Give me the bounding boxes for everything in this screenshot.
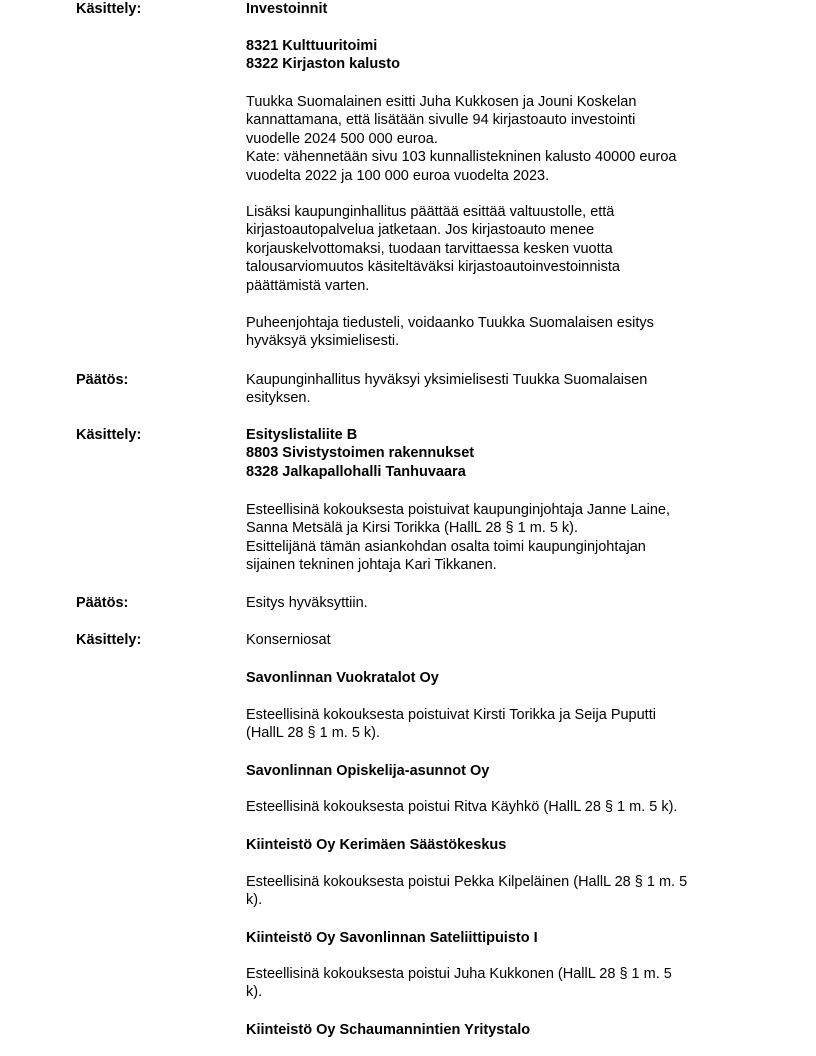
paragraph: [246, 501, 670, 575]
company-name: Kiinteistö Oy Savonlinnan Sateliittipuisto I: [246, 930, 538, 946]
paragraph-line: Sanna Metsälä ja Kirsi Torikka (HallL 28 § 1 m. 5 k).: [246, 520, 579, 537]
paragraph-line: Esittelijänä tämän asiankohdan osalta toimi kaupunginjohtajan: [246, 538, 646, 555]
paragraph-line: Esteellisinä kokouksesta poistui Juha Kukkonen (HallL 28 § 1 m. 5: [246, 966, 672, 982]
company-name: Kiinteistö Oy Schaumannintien Yritystalo: [246, 1022, 531, 1038]
paragraph-line: päättämistä varten.: [246, 277, 370, 294]
paragraph: [246, 371, 647, 408]
section-label: Käsittely:: [76, 1, 142, 17]
paragraph-line: (HallL 28 § 1 m. 5 k).: [246, 725, 381, 742]
paragraph-line: k).: [246, 984, 263, 1001]
section-label: Käsittely:: [76, 427, 142, 443]
paragraph-line: talousarviomuutos käsiteltäväksi kirjastoautoinvestoinnista: [246, 259, 620, 276]
paragraph-line: Lisäksi kaupunginhallitus päättää esittää valtuustolle, että: [246, 204, 615, 220]
heading-line: Esityslistaliite B: [246, 427, 358, 443]
paragraph: [246, 203, 620, 295]
sub-heading-line: 8321 Kulttuuritoimi: [246, 38, 378, 54]
paragraph-line: vuodelle 2024 500 000 euroa.: [246, 130, 438, 147]
paragraph-line: kannattamana, että lisätään sivulle 94 kirjastoauto investointi: [246, 112, 636, 129]
company-name: Kiinteistö Oy Kerimäen Säästökeskus: [246, 837, 507, 853]
paragraph: [246, 93, 676, 185]
section-heading: [246, 426, 474, 481]
section-intro: Konserniosat: [246, 632, 331, 648]
paragraph-line: Esteellisinä kokouksesta poistuivat kaupunginjohtaja Janne Laine,: [246, 502, 671, 518]
paragraph-line: Esteellisinä kokouksesta poistuivat Kirsti Torikka ja Seija Puputti: [246, 707, 656, 723]
paragraph-line: Esteellisinä kokouksesta poistui Pekka Kilpeläinen (HallL 28 § 1 m. 5: [246, 874, 688, 890]
heading-line: 8328 Jalkapallohalli Tanhuvaara: [246, 463, 466, 480]
company-name: Savonlinnan Vuokratalot Oy: [246, 670, 439, 686]
paragraph-line: korjauskelvottomaksi, tuodaan tarvittaessa kesken vuotta: [246, 240, 613, 257]
paragraph-line: k).: [246, 892, 263, 909]
paragraph-line: vuodelta 2022 ja 100 000 euroa vuodelta 2023.: [246, 167, 550, 184]
paragraph: [246, 314, 654, 351]
section-label: Päätös:: [76, 595, 129, 611]
paragraph-line: esityksen.: [246, 390, 311, 407]
paragraph-line: Puheenjohtaja tiedusteli, voidaanko Tuukka Suomalaisen esitys: [246, 315, 654, 331]
company-text: [246, 706, 656, 743]
sub-heading-line: 8322 Kirjaston kalusto: [246, 56, 400, 73]
paragraph-line: Esteellisinä kokouksesta poistui Ritva Käyhkö (HallL 28 § 1 m. 5 k).: [246, 799, 678, 815]
paragraph-line: Kaupunginhallitus hyväksyi yksimielisesti Tuukka Suomalaisen: [246, 372, 648, 388]
paragraph-line: Esitys hyväksyttiin.: [246, 595, 368, 611]
section-label: Käsittely:: [76, 632, 142, 648]
paragraph-line: kirjastoautopalvelua jatketaan. Jos kirjastoauto menee: [246, 222, 595, 239]
section-label: Päätös:: [76, 372, 129, 388]
company-text: [246, 965, 672, 1002]
paragraph-line: hyväksyä yksimielisesti.: [246, 333, 400, 350]
paragraph-line: Kate: vähennetään sivu 103 kunnallistekninen kalusto 40000 euroa: [246, 149, 677, 166]
paragraph-line: Tuukka Suomalainen esitti Juha Kukkosen ja Jouni Koskelan: [246, 94, 637, 110]
heading-line: 8803 Sivistystoimen rakennukset: [246, 445, 475, 462]
paragraph-line: sijainen tekninen johtaja Kari Tikkanen.: [246, 557, 497, 574]
company-text: [246, 873, 687, 910]
company-name: Savonlinnan Opiskelija-asunnot Oy: [246, 763, 490, 779]
section-heading: Investoinnit: [246, 1, 328, 17]
